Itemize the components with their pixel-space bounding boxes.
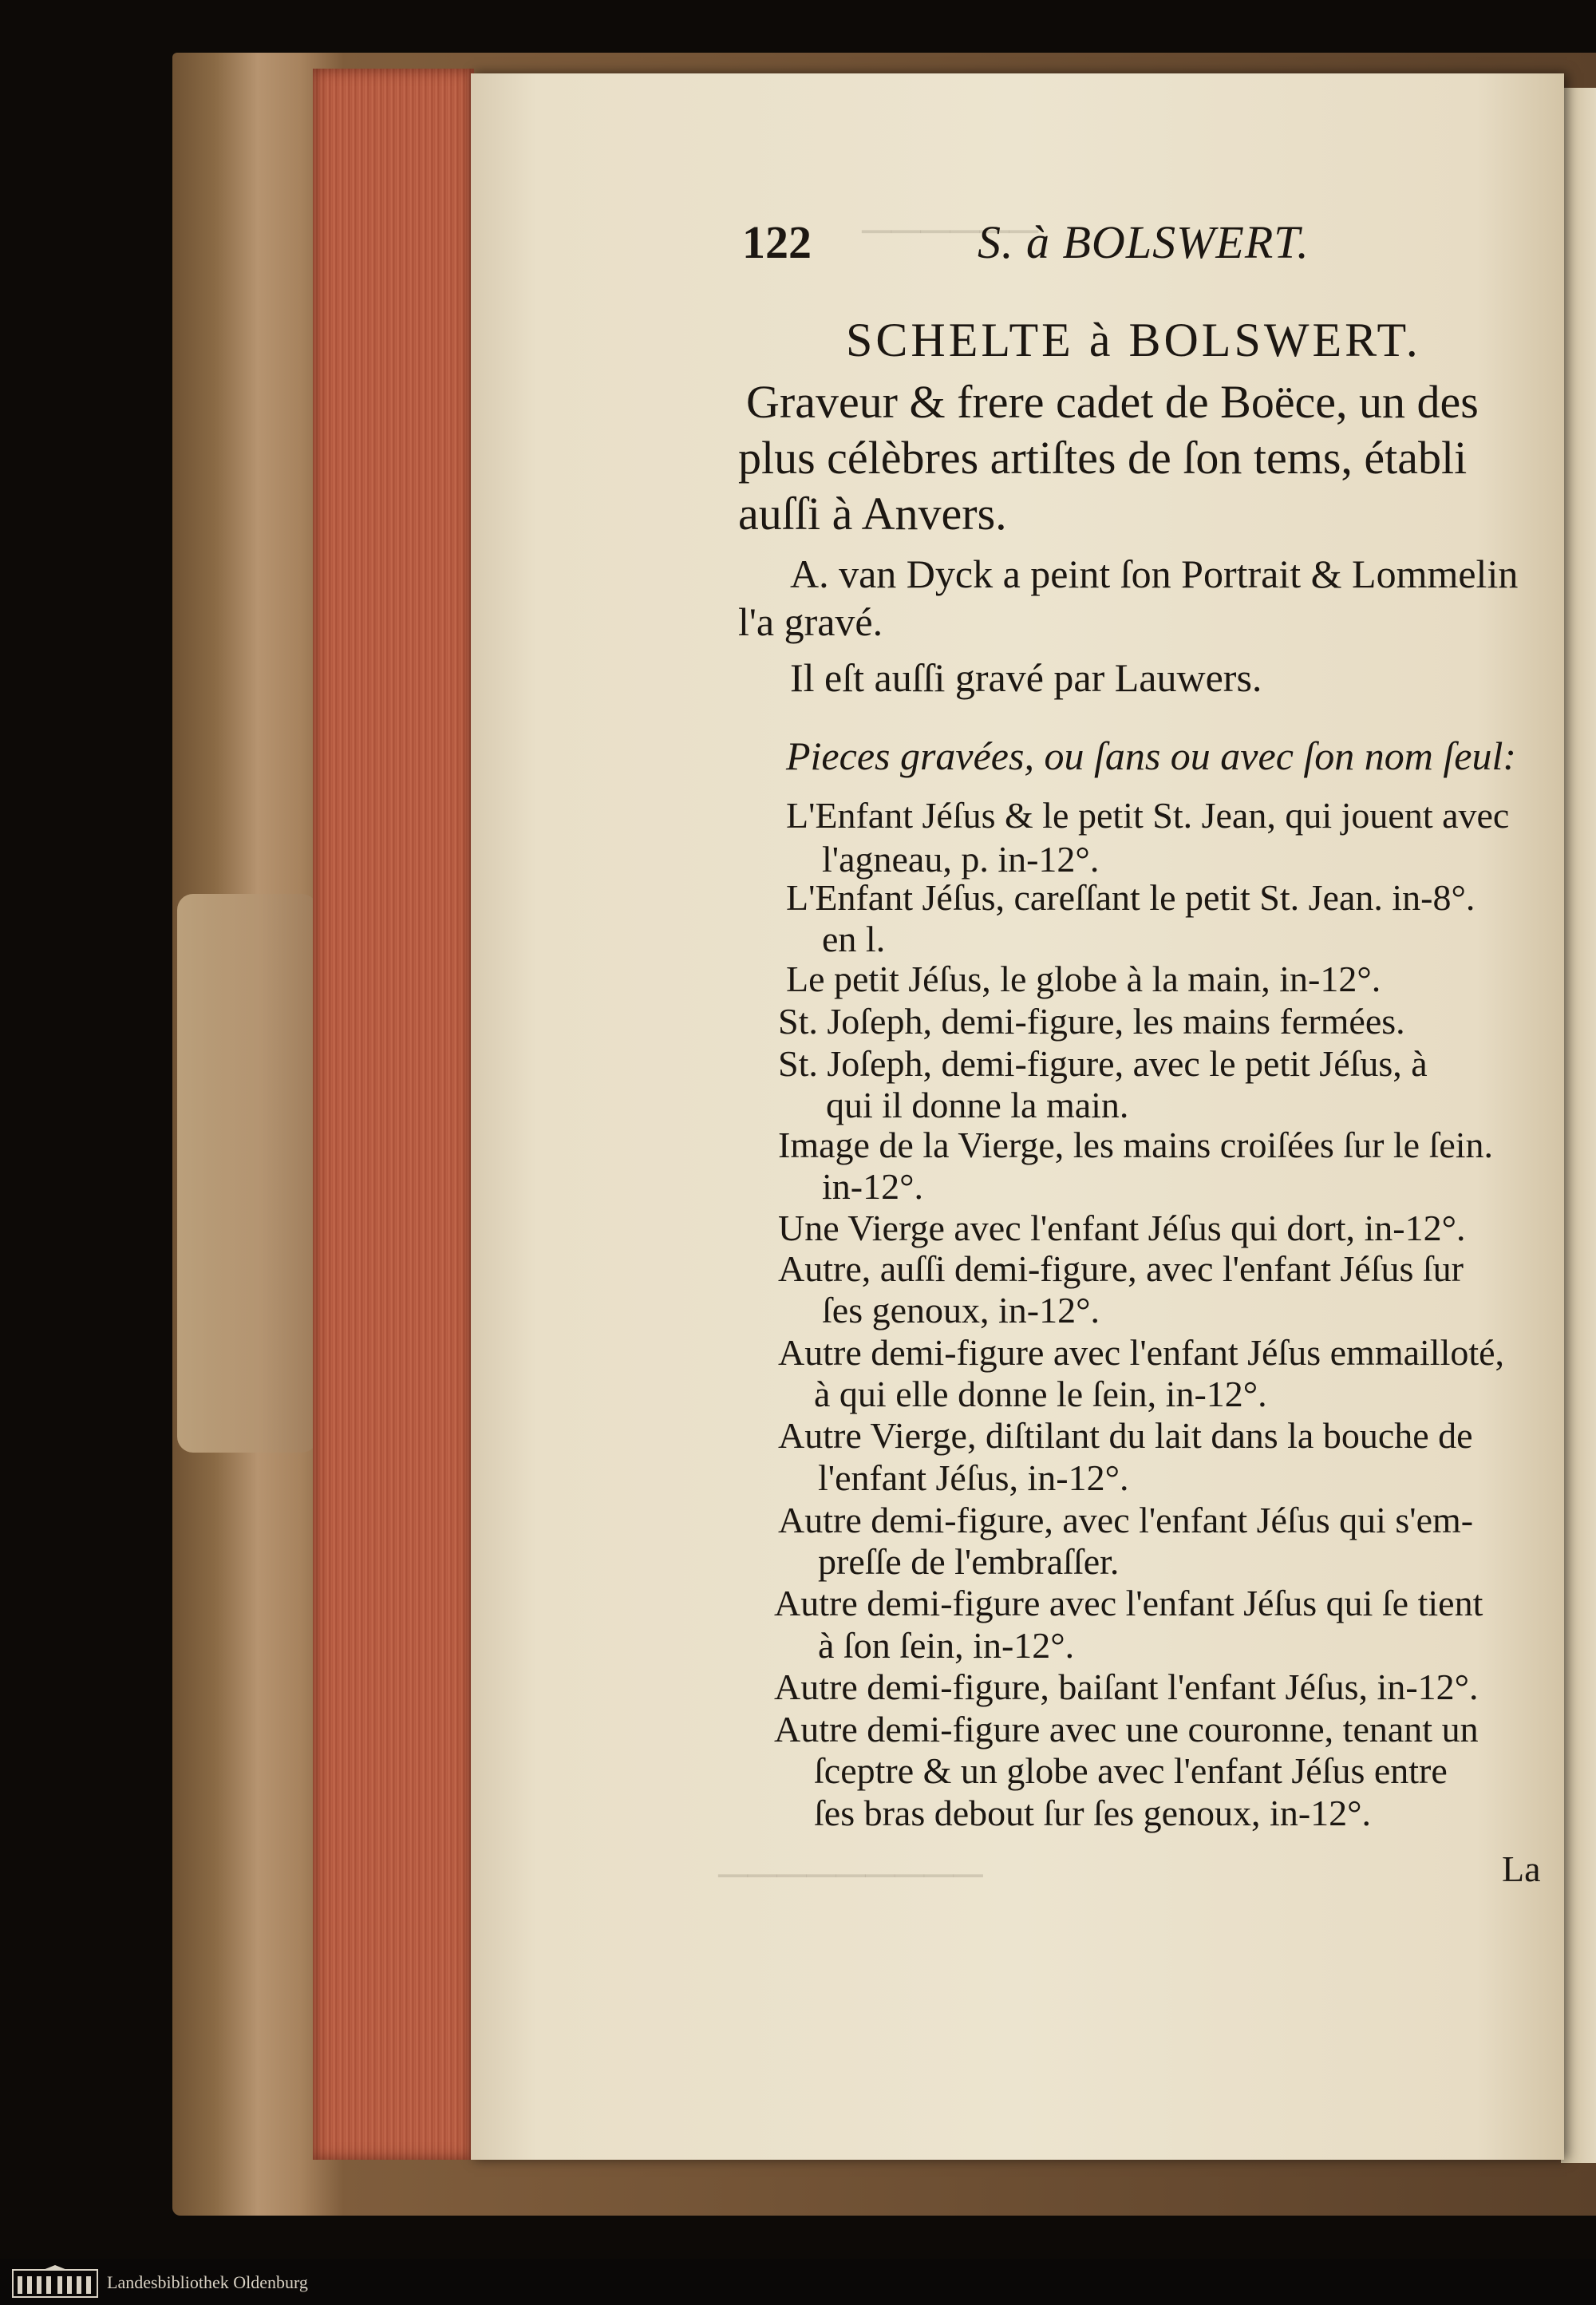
entry-line: Autre demi-figure, baiſant l'enfant Jéſus, in-12°. bbox=[774, 1666, 1479, 1707]
entry-line: qui il donne la main. bbox=[826, 1085, 1129, 1125]
running-title: S. à BOLSWERT. bbox=[978, 216, 1310, 268]
entry-line: Le petit Jéſus, le globe à la main, in-12°. bbox=[786, 959, 1381, 999]
entry-line: à ſon ſein, in-12°. bbox=[818, 1625, 1075, 1666]
portrait-line: l'a gravé. bbox=[738, 599, 883, 644]
entry-line: L'Enfant Jéſus, careſſant le petit St. Jean. in-8°. bbox=[786, 877, 1476, 918]
list-heading: Pieces gravées, ou ſans ou avec ſon nom ſeul: bbox=[786, 733, 1517, 778]
library-building-icon bbox=[11, 2265, 99, 2299]
catchword: La bbox=[1502, 1848, 1541, 1889]
entry-line: l'agneau, p. in-12°. bbox=[822, 839, 1100, 880]
intro-line: plus célèbres artiſtes de ſon tems, établi bbox=[738, 432, 1468, 484]
entry-line: ſes genoux, in-12°. bbox=[822, 1290, 1100, 1330]
entry-line: ſes bras debout ſur ſes genoux, in-12°. bbox=[814, 1793, 1372, 1833]
entry-line: Une Vierge avec l'enfant Jéſus qui dort, in-12°. bbox=[778, 1208, 1466, 1248]
entry-line: Autre, auſſi demi-figure, avec l'enfant Jéſus ſur bbox=[778, 1248, 1464, 1289]
entry-line: preſſe de l'embraſſer. bbox=[818, 1541, 1120, 1582]
facing-page-edge bbox=[1561, 88, 1596, 2163]
entry-line: L'Enfant Jéſus & le petit St. Jean, qui jouent avec bbox=[786, 795, 1510, 836]
entry-line: Autre Vierge, diſtilant du lait dans la bouche de bbox=[778, 1415, 1473, 1456]
entry-line: Autre demi-figure avec une couronne, tenant un bbox=[774, 1709, 1479, 1750]
entry-line: in-12°. bbox=[822, 1166, 923, 1207]
show-through: ────── bbox=[862, 208, 1039, 254]
entry-line: St. Joſeph, demi-figure, avec le petit Jéſus, à bbox=[778, 1043, 1428, 1084]
entry-line: Autre demi-figure, avec l'enfant Jéſus qui s'em- bbox=[778, 1500, 1474, 1540]
entry-line: St. Joſeph, demi-figure, les mains fermées. bbox=[778, 1001, 1405, 1042]
intro-line: Graveur & frere cadet de Boëce, un des bbox=[746, 376, 1479, 428]
cover-wear bbox=[177, 894, 318, 1453]
entry-line: à qui elle donne le ſein, in-12°. bbox=[814, 1374, 1267, 1414]
portrait-line: A. van Dyck a peint ſon Portrait & Lommelin bbox=[790, 552, 1519, 596]
intro-line: auſſi à Anvers. bbox=[738, 488, 1007, 540]
section-title: SCHELTE à BOLSWERT. bbox=[846, 314, 1421, 366]
entry-line: Autre demi-figure avec l'enfant Jéſus emmailloté, bbox=[778, 1332, 1505, 1373]
entry-line: Image de la Vierge, les mains croiſées ſur le ſein. bbox=[778, 1125, 1494, 1165]
library-credit: Landesbibliothek Oldenburg bbox=[107, 2272, 308, 2292]
entry-line: en l. bbox=[822, 919, 886, 959]
page-number: 122 bbox=[742, 216, 812, 268]
entry-line: Autre demi-figure avec l'enfant Jéſus qui ſe tient bbox=[774, 1583, 1483, 1623]
lauwers-line: Il eſt auſſi gravé par Lauwers. bbox=[790, 655, 1262, 700]
show-through: ───────── bbox=[718, 1852, 983, 1898]
entry-line: ſceptre & un globe avec l'enfant Jéſus entre bbox=[814, 1750, 1448, 1791]
entry-line: l'enfant Jéſus, in-12°. bbox=[818, 1457, 1129, 1498]
page-edges-red bbox=[313, 69, 474, 2160]
